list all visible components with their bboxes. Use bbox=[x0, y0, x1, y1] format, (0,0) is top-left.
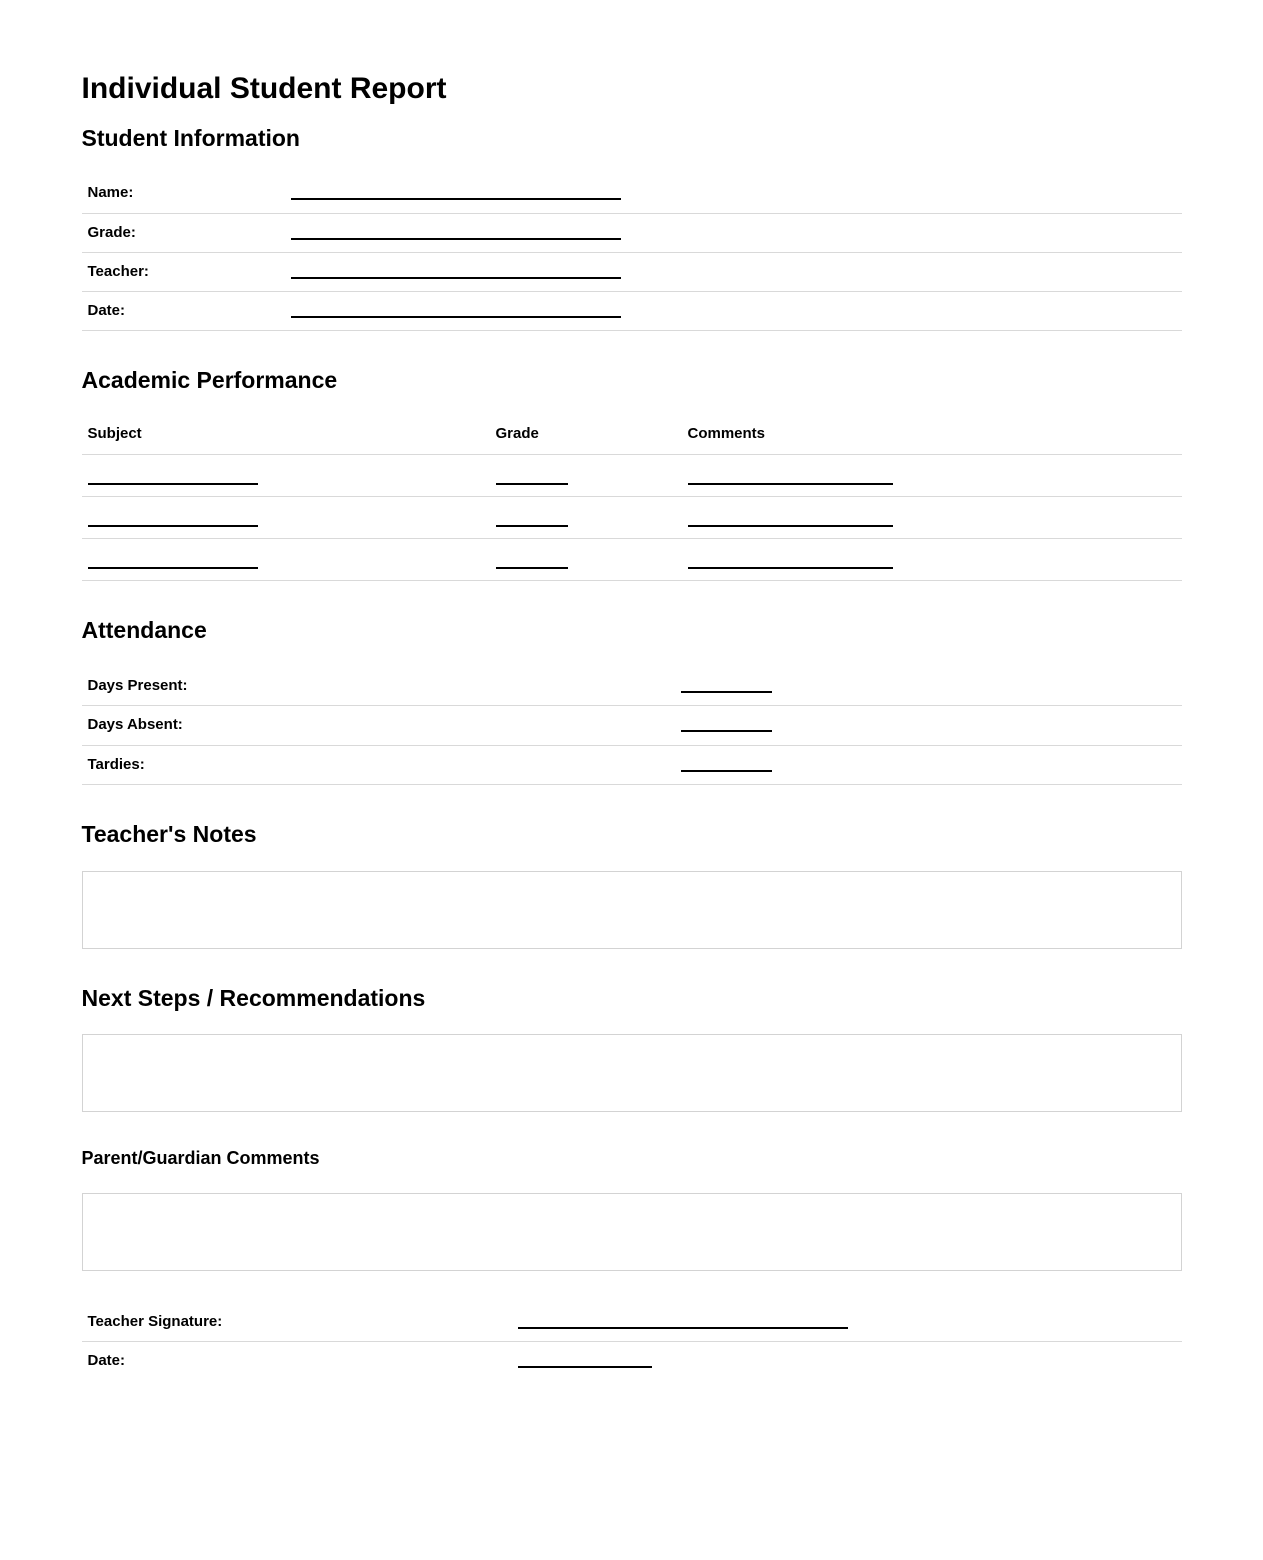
table-row bbox=[82, 214, 1182, 253]
name-blank-field[interactable] bbox=[291, 186, 621, 200]
table-row bbox=[82, 174, 1182, 213]
teachers-notes-textbox[interactable] bbox=[82, 871, 1182, 949]
student-information-table bbox=[82, 174, 1182, 331]
grade-blank-field[interactable] bbox=[291, 226, 621, 240]
page-title: Individual Student Report bbox=[81, 72, 447, 105]
academic-performance-table bbox=[82, 417, 1182, 581]
days-absent-blank-field[interactable] bbox=[681, 718, 772, 732]
table-header-row bbox=[82, 417, 1182, 455]
section-heading-parent-guardian-comments: Parent/Guardian Comments bbox=[81, 1148, 320, 1169]
teacher-signature-blank-field[interactable] bbox=[518, 1315, 848, 1329]
subject-blank-field[interactable] bbox=[88, 471, 258, 485]
table-row bbox=[82, 667, 1182, 706]
grade-column-header: Grade bbox=[495, 425, 539, 442]
signature-table bbox=[82, 1303, 1182, 1381]
date-blank-field[interactable] bbox=[291, 304, 621, 318]
section-heading-teachers-notes: Teacher's Notes bbox=[81, 820, 257, 847]
section-heading-academic-performance: Academic Performance bbox=[81, 367, 338, 394]
grade-label: Grade: bbox=[87, 223, 136, 241]
teacher-signature-label: Teacher Signature: bbox=[87, 1312, 223, 1330]
section-heading-attendance: Attendance bbox=[81, 617, 207, 644]
grade-blank-field[interactable] bbox=[496, 471, 568, 485]
table-row bbox=[82, 1303, 1182, 1342]
days-present-blank-field[interactable] bbox=[681, 679, 772, 693]
comments-blank-field[interactable] bbox=[688, 471, 893, 485]
comments-column-header: Comments bbox=[687, 425, 766, 442]
days-present-label: Days Present: bbox=[87, 677, 188, 694]
subject-column-header: Subject bbox=[87, 425, 142, 442]
table-row bbox=[82, 292, 1182, 331]
table-row bbox=[82, 746, 1182, 785]
comments-cell bbox=[688, 552, 1182, 571]
subject-cell bbox=[88, 552, 496, 571]
student-report-page bbox=[82, 0, 1182, 1560]
name-label: Name: bbox=[87, 184, 134, 202]
subject-cell bbox=[88, 468, 496, 487]
subject-blank-field[interactable] bbox=[88, 513, 258, 527]
table-row bbox=[82, 1342, 1182, 1380]
table-row bbox=[82, 497, 1182, 539]
comments-blank-field[interactable] bbox=[688, 555, 893, 569]
signature-date-label: Date: bbox=[87, 1352, 126, 1369]
tardies-label: Tardies: bbox=[87, 755, 145, 773]
date-label: Date: bbox=[87, 302, 126, 319]
grade-blank-field[interactable] bbox=[496, 555, 568, 569]
tardies-blank-field[interactable] bbox=[681, 758, 772, 772]
subject-cell bbox=[88, 510, 496, 529]
next-steps-textbox[interactable] bbox=[82, 1034, 1182, 1112]
teacher-label: Teacher: bbox=[87, 262, 149, 280]
table-row bbox=[82, 455, 1182, 497]
signature-date-blank-field[interactable] bbox=[518, 1354, 652, 1368]
section-heading-next-steps: Next Steps / Recommendations bbox=[81, 984, 426, 1011]
comments-cell bbox=[688, 510, 1182, 529]
comments-blank-field[interactable] bbox=[688, 513, 893, 527]
section-heading-student-information: Student Information bbox=[81, 124, 300, 151]
table-row bbox=[82, 253, 1182, 292]
subject-blank-field[interactable] bbox=[88, 555, 258, 569]
grade-cell bbox=[496, 510, 688, 529]
grade-cell bbox=[496, 552, 688, 571]
comments-cell bbox=[688, 468, 1182, 487]
table-row bbox=[82, 539, 1182, 581]
days-absent-label: Days Absent: bbox=[87, 716, 183, 734]
parent-guardian-comments-textbox[interactable] bbox=[82, 1193, 1182, 1271]
teacher-blank-field[interactable] bbox=[291, 265, 621, 279]
grade-cell bbox=[496, 468, 688, 487]
grade-blank-field[interactable] bbox=[496, 513, 568, 527]
table-row bbox=[82, 706, 1182, 745]
attendance-table bbox=[82, 667, 1182, 785]
